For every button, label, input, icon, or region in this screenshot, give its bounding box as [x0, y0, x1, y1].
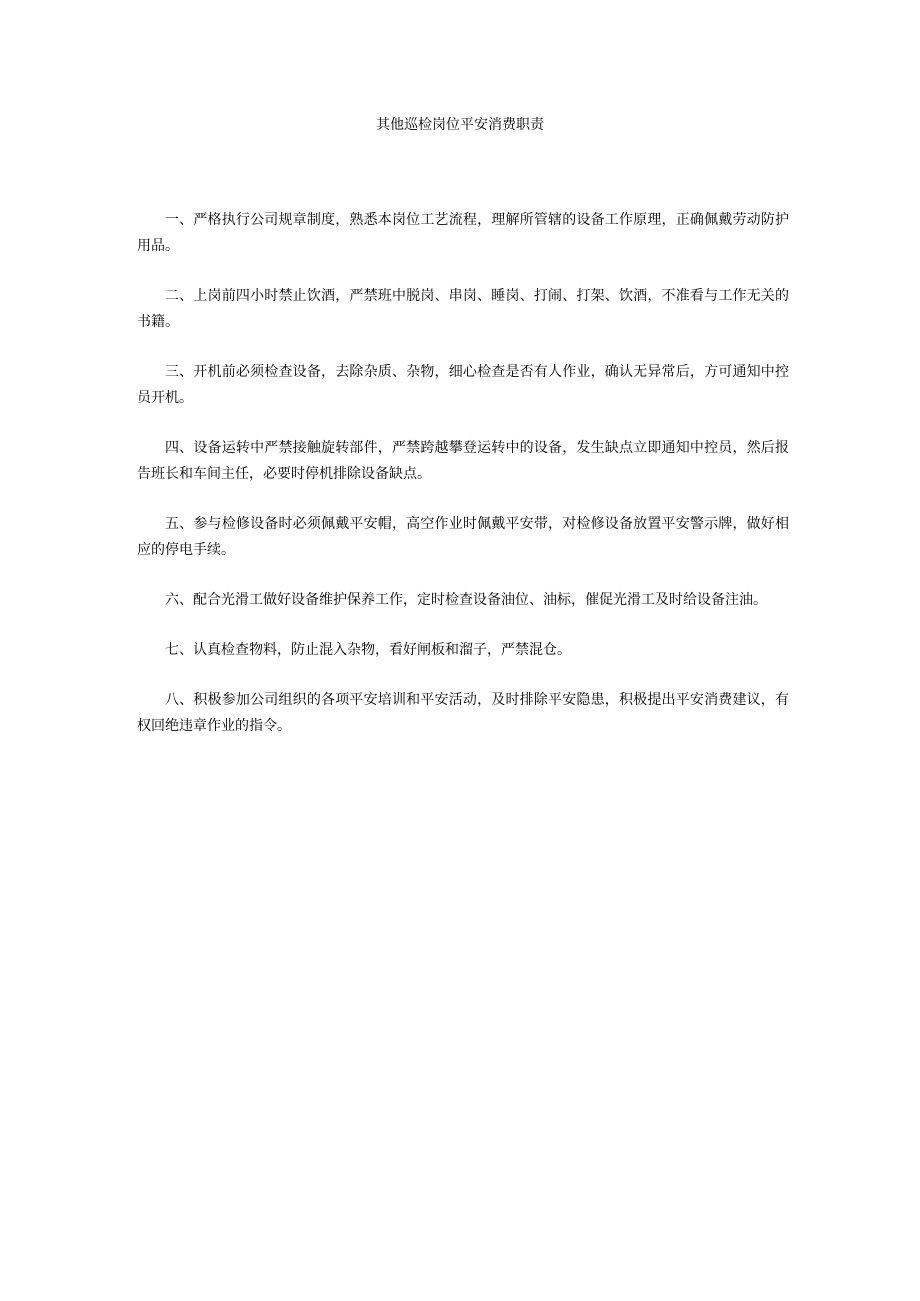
paragraph-8: 八、积极参加公司组织的各项平安培训和平安活动，及时排除平安隐患，积极提出平安消费建议，有权回绝违章作业的指令。 — [137, 692, 789, 734]
paragraph-4: 四、设备运转中严禁接触旋转部件，严禁跨越攀登运转中的设备，发生缺点立即通知中控员，然后报告班长和车间主任，必要时停机排除设备缺点。 — [137, 440, 789, 482]
paragraph-3: 三、开机前必须检查设备，去除杂质、杂物，细心检查是否有人作业，确认无异常后，方可通知中控员开机。 — [137, 364, 789, 406]
paragraph-2: 二、上岗前四小时禁止饮酒，严禁班中脱岗、串岗、睡岗、打闹、打架、饮酒，不准看与工作无关的书籍。 — [137, 288, 789, 330]
paragraph-5: 五、参与检修设备时必须佩戴平安帽，高空作业时佩戴平安带，对检修设备放置平安警示牌，做好相应的停电手续。 — [137, 516, 789, 558]
document-title: 其他巡检岗位平安消费职责 — [376, 117, 544, 133]
paragraph-1: 一、严格执行公司规章制度，熟悉本岗位工艺流程，理解所管辖的设备工作原理，正确佩戴劳动防护用品。 — [137, 212, 789, 254]
document-body — [137, 207, 789, 763]
paragraph-7: 七、认真检查物料，防止混入杂物，看好闸板和溜子，严禁混仓。 — [165, 642, 571, 658]
paragraph-6: 六、配合光滑工做好设备维护保养工作，定时检查设备油位、油标，催促光滑工及时给设备注油。 — [165, 592, 767, 608]
